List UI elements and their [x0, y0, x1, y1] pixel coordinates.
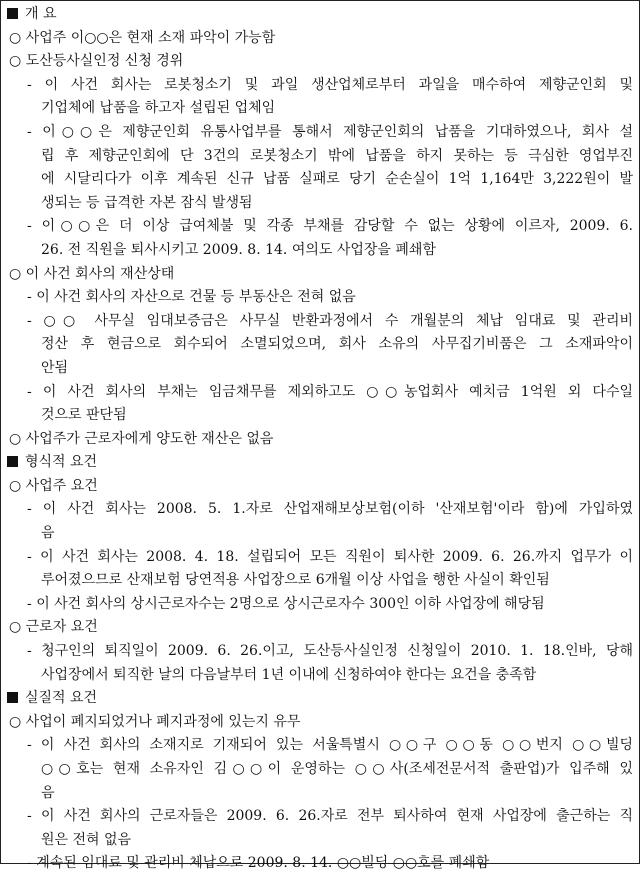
- sub-item-text: 계속된 임대료 및 관리비 체납으로 2009. 8. 14. ○○빌딩 ○○호를 폐쇄함: [36, 855, 490, 872]
- sub-item-line: [1, 404, 640, 428]
- sub-item-text: 이 사건 회사의 소재지로 기재되어 있는 서울특별시 ○○구 ○○동 ○○번지 ○○빌딩: [40, 737, 634, 754]
- sub-item-line: [1, 121, 640, 145]
- sub-item-line: [1, 569, 640, 593]
- dash-bullet-icon: -: [27, 218, 32, 235]
- list-item-text: 사업주 이○○은 현재 소재 파악이 가능함: [25, 29, 276, 46]
- section-heading-text: 실질적 요건: [25, 690, 98, 707]
- dash-bullet-icon: -: [27, 855, 32, 872]
- sub-item-line: [1, 215, 640, 239]
- sub-item-text: 이 사건 회사의 자산으로 건물 등 부동산은 전혀 없음: [36, 289, 356, 306]
- list-item-text: 사업주가 근로자에게 양도한 재산은 없음: [25, 430, 274, 447]
- section-heading: [1, 3, 640, 27]
- sub-item-line: [1, 852, 640, 876]
- list-item-text: 이 사건 회사의 재산상태: [25, 265, 175, 282]
- sub-item-text: 이○○은 더 이상 급여체불 및 각종 부채를 감당할 수 없는 상황에 이르자, 2009. 6.: [41, 218, 633, 235]
- sub-item-text: 루어졌으므로 산재보험 당연적용 사업장으로 6개월 이상 사업을 행한 사실이 확인됨: [41, 572, 550, 589]
- sub-item-text: 이 사건 회사는 2008. 4. 18. 설립되어 모든 직원이 퇴사한 2009. 6. 26.까지 업무가 이: [40, 548, 634, 565]
- section-heading: [1, 451, 640, 475]
- sub-item-line: [1, 310, 640, 334]
- list-item: [1, 711, 640, 735]
- sub-item-line: [1, 782, 640, 806]
- sub-item-line: [1, 734, 640, 758]
- sub-item-text: 청구인의 퇴직일이 2009. 6. 26.이고, 도산등사실인정 신청일이 2010. 1. 18.인바, 당해: [41, 643, 634, 660]
- dash-bullet-icon: -: [27, 123, 32, 140]
- sub-item-line: [1, 805, 640, 829]
- sub-item-line: [1, 239, 640, 263]
- sub-item-line: [1, 522, 640, 546]
- dash-bullet-icon: -: [27, 548, 32, 565]
- list-item-text: 사업이 폐지되었거나 폐지과정에 있는지 유무: [25, 713, 301, 730]
- sub-item-line: [1, 664, 640, 688]
- sub-item-text: ○○호는 현재 소유자인 김○○이 운영하는 ○○사(조세전문서적 출판업)가 입주해 있: [41, 761, 633, 777]
- square-bullet-icon: [7, 692, 18, 703]
- sub-item-line: [1, 758, 640, 782]
- sub-item-text: 이 사건 회사의 근로자들은 2009. 6. 26.자로 전부 퇴사하여 현재 사업장에 출근하는 직: [40, 808, 633, 825]
- sub-item-line: [1, 286, 640, 310]
- dash-bullet-icon: -: [27, 595, 32, 612]
- list-item: [1, 428, 640, 452]
- section-heading-text: 개 요: [25, 6, 57, 22]
- section-heading-text: 형식적 요건: [25, 454, 98, 471]
- circle-bullet-icon: ○: [9, 430, 22, 447]
- sub-item-line: [1, 593, 640, 617]
- dash-bullet-icon: -: [27, 383, 32, 400]
- document-body: [1, 3, 640, 876]
- sub-item-text: 에 시달리다가 이후 계속된 신규 납품 실패로 당기 순손실이 1억 1,164만 3,222원이 발: [41, 171, 633, 188]
- sub-item-text: 정산 후 현금으로 회수되어 소멸되었으며, 회사 소유의 사무집기비품은 그 소재파악이: [41, 336, 633, 353]
- sub-item-text: 이 사건 회사는 로봇청소기 및 과일 생산업체로부터 과일을 매수하여 제향군인회 및: [44, 76, 633, 93]
- sub-item-text: 립 후 제향군인회에 단 3건의 로봇청소기 밖에 납품을 하지 못하는 등 극심한 영업부진: [41, 147, 633, 164]
- sub-item-text: 이○○은 제향군인회 유통사업부를 통해서 제향군인회의 납품을 기대하였으나, 회사 설: [42, 123, 633, 140]
- sub-item-line: [1, 168, 640, 192]
- sub-item-line: [1, 357, 640, 381]
- sub-item-text: 이 사건 회사의 상시근로자수는 2명으로 상시근로자수 300인 이하 사업장에 해당됨: [36, 595, 545, 612]
- dash-bullet-icon: -: [27, 289, 32, 306]
- sub-item-line: [1, 333, 640, 357]
- sub-item-line: [1, 498, 640, 522]
- dash-bullet-icon: -: [27, 501, 32, 518]
- dash-bullet-icon: -: [27, 737, 32, 754]
- sub-item-line: [1, 546, 640, 570]
- sub-item-line: [1, 97, 640, 121]
- dash-bullet-icon: -: [27, 643, 32, 660]
- circle-bullet-icon: ○: [9, 29, 22, 46]
- list-item: [1, 475, 640, 499]
- sub-item-text: 안됨: [41, 359, 69, 376]
- sub-item-line: [1, 829, 640, 853]
- sub-item-text: ○○ 사무실 임대보증금은 사무실 반환과정에서 수 개월분의 체납 임대료 및 관리비: [43, 312, 634, 329]
- dash-bullet-icon: -: [27, 76, 32, 93]
- circle-bullet-icon: ○: [9, 477, 22, 494]
- sub-item-text: 이 사건 회사는 2008. 5. 1.자로 산업재해보상보험(이하 '산재보험'이라 함)에 가입하였: [42, 501, 633, 518]
- sub-item-text: 사업장에서 퇴직한 날의 다음날부터 1년 이내에 신청하여야 한다는 요건을 충족함: [41, 666, 537, 683]
- circle-bullet-icon: ○: [9, 619, 22, 636]
- sub-item-text: 생되는 등 급격한 자본 잠식 발생됨: [41, 194, 253, 211]
- sub-item-line: [1, 381, 640, 405]
- dash-bullet-icon: -: [27, 808, 32, 825]
- section-heading: [1, 687, 640, 711]
- sub-item-line: [1, 145, 640, 169]
- circle-bullet-icon: ○: [9, 53, 22, 70]
- square-bullet-icon: [7, 8, 18, 19]
- sub-item-line: [1, 74, 640, 98]
- list-item: [1, 616, 640, 640]
- list-item-text: 도산등사실인정 신청 경위: [25, 53, 184, 70]
- sub-item-text: 26. 전 직원을 퇴사시키고 2009. 8. 14. 여의도 사업장을 폐쇄함: [41, 241, 436, 258]
- list-item: [1, 27, 640, 51]
- dash-bullet-icon: -: [27, 312, 32, 329]
- sub-item-text: 음: [41, 784, 55, 801]
- sub-item-line: [1, 192, 640, 216]
- sub-item-line: [1, 640, 640, 664]
- list-item-text: 근로자 요건: [25, 619, 98, 636]
- circle-bullet-icon: ○: [9, 265, 22, 282]
- sub-item-text: 것으로 판단됨: [41, 407, 127, 424]
- sub-item-text: 원은 전혀 없음: [41, 831, 132, 848]
- square-bullet-icon: [7, 456, 18, 467]
- list-item: [1, 263, 640, 287]
- circle-bullet-icon: ○: [9, 713, 22, 730]
- sub-item-text: 기업체에 납품을 하고자 설립된 업체임: [41, 100, 276, 117]
- sub-item-text: 이 사건 회사의 부채는 임금채무를 제외하고도 ○○농업회사 예치금 1억원 외 다수일: [42, 383, 634, 400]
- list-item: [1, 50, 640, 74]
- list-item-text: 사업주 요건: [25, 477, 98, 494]
- sub-item-text: 음: [41, 525, 55, 542]
